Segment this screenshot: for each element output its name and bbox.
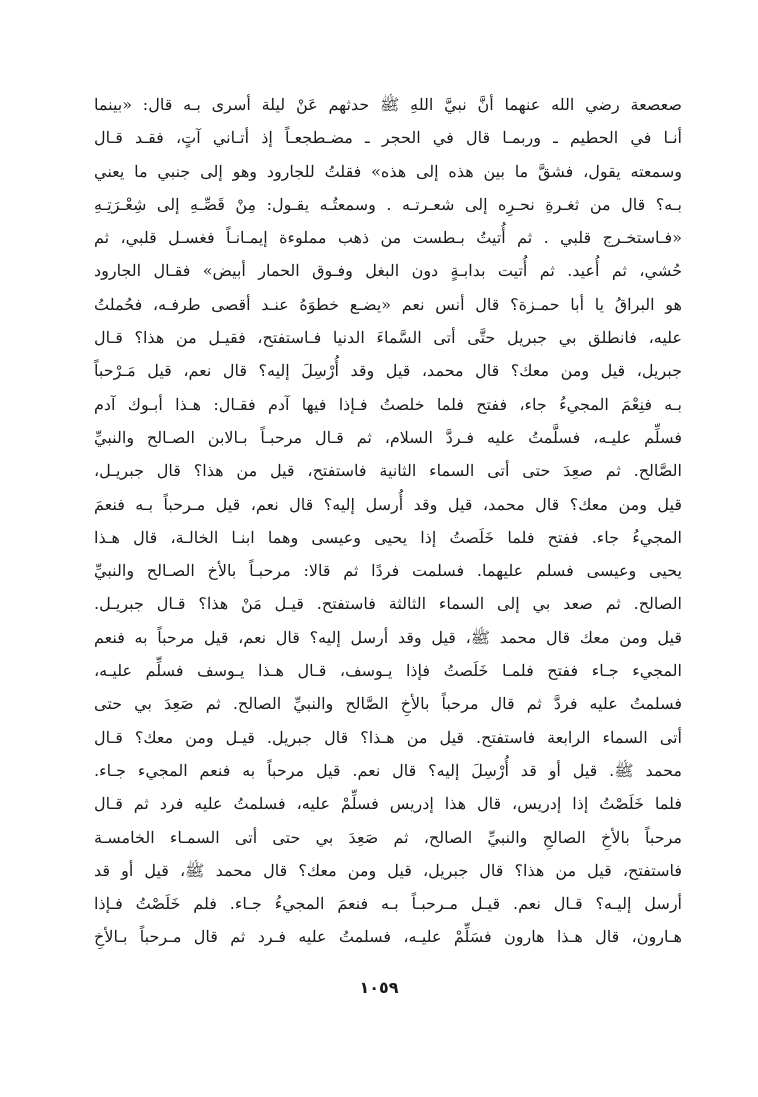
text-line: أنـا في الحطيم ـ وربمـا قال في الحجر ـ مضـطجعـاً إذ أتـاني آتٍ، فقـد قـال bbox=[94, 128, 682, 148]
text-line: حُشي، ثم أُعيد. ثم أُتيت بدابـةٍ دون البغل وفـوق الحمار أبيض» فقـال الجارود bbox=[94, 261, 682, 281]
text-line: أرسل إليـه؟ قـال نعم. قيـل مـرحبـاً بـه فنعمَ المجيءُ جـاء. فلم خَلَصْتُ فـإذا bbox=[94, 894, 682, 914]
text-line: فسلمتُ عليه فردَّ ثم قال مرحباً بالأخِ الصَّالح والنبيِّ الصالح. ثم صَعِدَ بي حتى bbox=[94, 694, 682, 714]
text-line: عليه، فانطلق بي جبريل حتَّى أتى السَّماءَ الدنيا فـاستفتح، فقيـل من هذا؟ قـال bbox=[94, 328, 682, 348]
text-line: فلما خَلَصْتُ إذا إدريس، قال هذا إدريس فسلِّمْ عليه، فسلمتُ عليه فرد ثم قـال bbox=[94, 794, 682, 814]
page-number: ١٠٥٩ bbox=[359, 978, 399, 997]
text-line: وسمعته يقول، فشقَّ ما بين هذه إلى هذه» فقلتُ للجارود وهو إلى جنبي ما يعني bbox=[94, 161, 682, 181]
text-line: قيل ومن معك قال محمد ﷺ، قيل وقد أرسل إليه؟ قال نعم، قيل مرحباً به فنعم bbox=[94, 627, 682, 647]
text-line: يحيى وعيسى فسلم عليهما. فسلمت فردًا ثم قالا: مرحبـاً بالأخ الصـالح والنبيِّ bbox=[94, 561, 682, 581]
text-line: جبريل، قيل ومن معك؟ قال محمد، قيل وقد أُرْسِلَ إليه؟ قال نعم، قيل مَـرْحباً bbox=[94, 361, 682, 381]
text-line: المجيء جـاء ففتح فلمـا خَلَصتُ فإذا يـوسف، قـال هـذا يـوسف فسلِّم عليـه، bbox=[94, 661, 682, 681]
text-line: صعصعة رضي الله عنهما أنَّ نبيَّ اللهِ ﷺ حدثهم عَنْ ليلة أسرى بـه قال: «بينما bbox=[94, 95, 682, 114]
text-line: محمد ﷺ. قيل أو قد أُرْسِلَ إليه؟ قال نعم. قيل مرحباً به فنعم المجيء جـاء. bbox=[94, 760, 682, 780]
text-line: هو البراقُ يا أبا حمـزة؟ قال أنس نعم «يضـع خطوَهُ عنـد أقصى طرفـه، فحُملتُ bbox=[94, 294, 682, 314]
body-text bbox=[94, 88, 682, 954]
text-line: قيل ومن معك؟ قال محمد، قيل وقد أُرسل إليه؟ قال نعم، قيل مـرحباً بـه فنعمَ bbox=[94, 494, 682, 514]
text-line: هـارون، قال هـذا هارون فسَلِّمْ عليـه، فسلمتُ عليه فـرد ثم قال مـرحباً بـالأخِ bbox=[94, 927, 682, 947]
text-line: الصالح. ثم صعد بي إلى السماء الثالثة فاستفتح. قيـل مَنْ هذا؟ قـال جبريـل. bbox=[94, 594, 682, 614]
text-line: المجيءُ جاء. ففتح فلما خَلَصتُ إذا يحيى وعيسى وهما ابنـا الخالـة، قال هـذا bbox=[94, 527, 682, 547]
text-line: بـه؟ قال من ثغـرةِ نحـرِه إلى شعـرتـه . وسمعتُـه يقـول: مِنْ قَصِّـهِ إلى شِعْـرَتِـهِ bbox=[94, 194, 682, 214]
text-line: بـه فنِعْمَ المجيءُ جاء، ففتح فلما خلصتُ فـإذا فيها آدم فقـال: هـذا أبـوك آدم bbox=[94, 394, 682, 414]
text-line: «فـاستخـرج قلبي . ثم أُتيتُ بـطست من ذهب مملوءة إيمـانـاً فغسـل قلبي، ثم bbox=[94, 228, 682, 248]
text-line: فسلِّم عليـه، فسلَّمتُ عليه فـردَّ السلام، ثم قـال مرحبـاً بـالابن الصـالح والنبيِّ bbox=[94, 427, 682, 447]
text-line: مرحباً بالأخِ الصالحِ والنبيِّ الصالح، ثم صَعِدَ بي حتى أتى السمـاء الخامسـة bbox=[94, 827, 682, 847]
text-line: أتى السماء الرابعة فاستفتح. قيل من هـذا؟ قال جبريل. قيـل ومن معك؟ قـال bbox=[94, 727, 682, 747]
text-line: الصَّالح. ثم صعِدَ حتى أتى السماء الثانية فاستفتح، قيل من هذا؟ قال جبريـل، bbox=[94, 461, 682, 481]
text-line: فاستفتح، قيل من هذا؟ قال جبريل، قيل ومن معك؟ قال محمد ﷺ، قيل أو قد bbox=[94, 860, 682, 880]
